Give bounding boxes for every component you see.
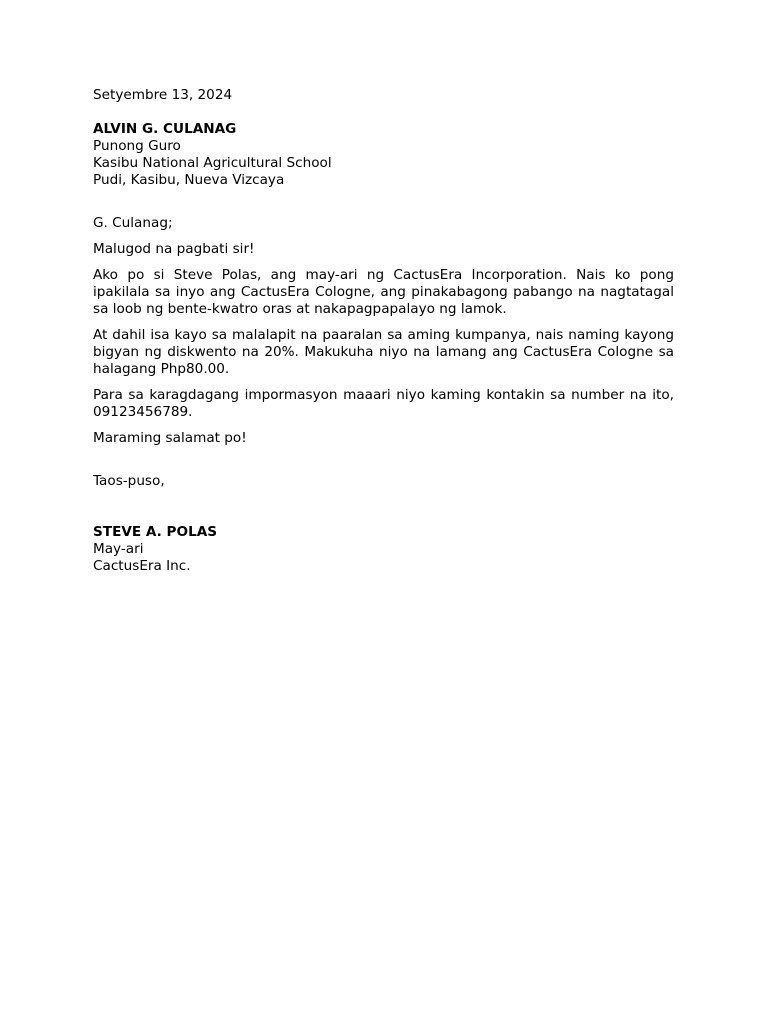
signature-block bbox=[93, 524, 674, 575]
letter-date: Setyembre 13, 2024 bbox=[93, 87, 233, 103]
recipient-name: ALVIN G. CULANAG bbox=[93, 121, 237, 137]
recipient-block bbox=[93, 121, 674, 189]
sender-position: May-ari bbox=[93, 541, 144, 557]
greeting: Malugod na pagbati sir! bbox=[93, 241, 255, 257]
sender-company: CactusEra Inc. bbox=[93, 558, 191, 574]
salutation: G. Culanag; bbox=[93, 215, 173, 231]
body-paragraph-1: Ako po si Steve Polas, ang may-ari ng CactusEra Incorporation. Nais ko pong ipakilala sa inyo ang CactusEra Cologne, ang pinakabagong pabango na nagtatagal sa loob ng bente-kwatro oras at nakapagpapalayo ng lamok. bbox=[93, 267, 674, 317]
thanks-line: Maraming salamat po! bbox=[93, 430, 247, 446]
recipient-position: Punong Guro bbox=[93, 138, 181, 154]
recipient-address: Pudi, Kasibu, Nueva Vizcaya bbox=[93, 172, 285, 188]
body-paragraph-3: Para sa karagdagang impormasyon maaari niyo kaming kontakin sa number na ito, 09123456789. bbox=[93, 387, 674, 420]
recipient-school: Kasibu National Agricultural School bbox=[93, 155, 332, 171]
letter-body bbox=[93, 87, 674, 575]
sender-name: STEVE A. POLAS bbox=[93, 524, 218, 540]
closing: Taos-puso, bbox=[93, 473, 165, 489]
body-paragraph-2: At dahil isa kayo sa malalapit na paaralan sa aming kumpanya, nais naming kayong bigyan ng diskwento na 20%. Makukuha niyo na lamang ang CactusEra Cologne sa halagang Php80.00. bbox=[93, 327, 674, 377]
